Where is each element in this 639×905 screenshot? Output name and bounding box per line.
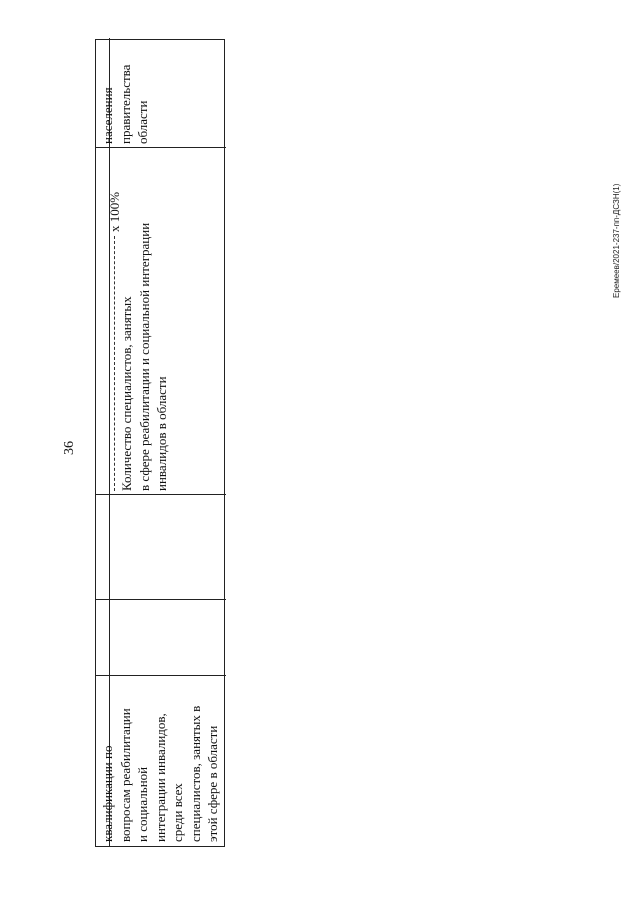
table-column-divider [96, 147, 226, 148]
rotated-table-page [95, 39, 225, 847]
formula-denominator: Количество специалистов, занятых в сфере реабилитации и социальной интеграции инвалидов в области [119, 222, 169, 491]
table-column-divider [96, 599, 226, 600]
formula-multiplier: х 100% [107, 191, 122, 232]
page-number: 36 [62, 441, 77, 455]
formula-fraction-line [114, 236, 115, 491]
table-column-divider [96, 675, 226, 676]
indicator-description-cell: квалификации по вопросам реабилитации и социальной интеграции инвалидов, среди всех специалистов, занятых в этой сфере в области [100, 705, 220, 842]
table-column-divider [96, 494, 226, 495]
document-stamp: Еремеев/2021-237-пп-ДСЗН(1) [612, 183, 621, 298]
data-table [95, 39, 225, 847]
responsible-source-cell: населения правительства области [100, 64, 150, 144]
